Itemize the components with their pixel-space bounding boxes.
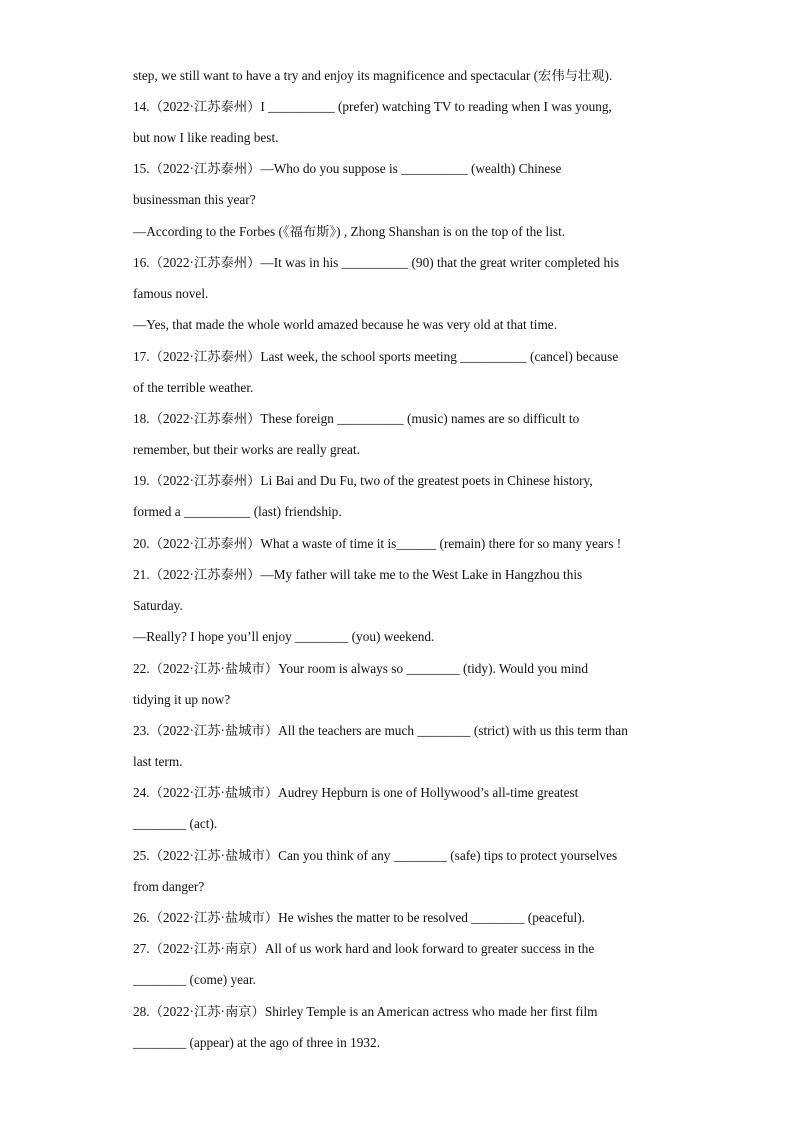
question-22-line-1: 22.（2022·江苏·盐城市）Your room is always so ________ (tidy). Would you mind: [133, 661, 588, 676]
question-16-line-3: —Yes, that made the whole world amazed because he was very old at that time.: [133, 317, 558, 332]
text-line: step, we still want to have a try and enjoy its magnificence and spectacular (宏伟与壮观).: [133, 68, 613, 83]
question-21-line-3: —Really? I hope you’ll enjoy ________ (you) weekend.: [133, 629, 435, 644]
question-21-line-1: 21.（2022·江苏泰州）—My father will take me to the West Lake in Hangzhou this: [133, 567, 583, 582]
question-14-line-1: 14.（2022·江苏泰州）I __________ (prefer) watching TV to reading when I was young,: [133, 99, 612, 114]
question-24-line-1: 24.（2022·江苏·盐城市）Audrey Hepburn is one of Hollywood’s all-time greatest: [133, 785, 579, 800]
question-15-line-1: 15.（2022·江苏泰州）—Who do you suppose is __________ (wealth) Chinese: [133, 161, 562, 176]
question-19-line-2: formed a __________ (last) friendship.: [133, 504, 342, 519]
question-17-line-2: of the terrible weather.: [133, 380, 254, 395]
question-25-line-1: 25.（2022·江苏·盐城市）Can you think of any ________ (safe) tips to protect yourselves: [133, 848, 618, 863]
question-22-line-2: tidying it up now?: [133, 692, 231, 707]
question-27-line-1: 27.（2022·江苏·南京）All of us work hard and look forward to greater success in the: [133, 941, 595, 956]
question-16-line-2: famous novel.: [133, 286, 209, 301]
question-25-line-2: from danger?: [133, 879, 205, 894]
question-17-line-1: 17.（2022·江苏泰州）Last week, the school sports meeting __________ (cancel) because: [133, 349, 619, 364]
question-16-line-1: 16.（2022·江苏泰州）—It was in his __________ (90) that the great writer completed his: [133, 255, 619, 270]
question-18-line-2: remember, but their works are really great.: [133, 442, 360, 457]
question-21-line-2: Saturday.: [133, 598, 183, 613]
question-28-line-1: 28.（2022·江苏·南京）Shirley Temple is an American actress who made her first film: [133, 1004, 598, 1019]
question-26-line-1: 26.（2022·江苏·盐城市）He wishes the matter to be resolved ________ (peaceful).: [133, 910, 585, 925]
question-15-line-3: —According to the Forbes (《福布斯》) , Zhong Shanshan is on the top of the list.: [133, 224, 566, 239]
question-15-line-2: businessman this year?: [133, 192, 256, 207]
question-20-line-1: 20.（2022·江苏泰州）What a waste of time it is______ (remain) there for so many years !: [133, 536, 622, 551]
question-19-line-1: 19.（2022·江苏泰州）Li Bai and Du Fu, two of the greatest poets in Chinese history,: [133, 473, 593, 488]
question-24-line-2: ________ (act).: [133, 816, 218, 831]
question-14-line-2: but now I like reading best.: [133, 130, 279, 145]
question-28-line-2: ________ (appear) at the ago of three in 1932.: [133, 1035, 381, 1050]
question-18-line-1: 18.（2022·江苏泰州）These foreign __________ (music) names are so difficult to: [133, 411, 580, 426]
question-27-line-2: ________ (come) year.: [133, 972, 256, 987]
question-23-line-1: 23.（2022·江苏·盐城市）All the teachers are much ________ (strict) with us this term than: [133, 723, 628, 738]
question-23-line-2: last term.: [133, 754, 183, 769]
